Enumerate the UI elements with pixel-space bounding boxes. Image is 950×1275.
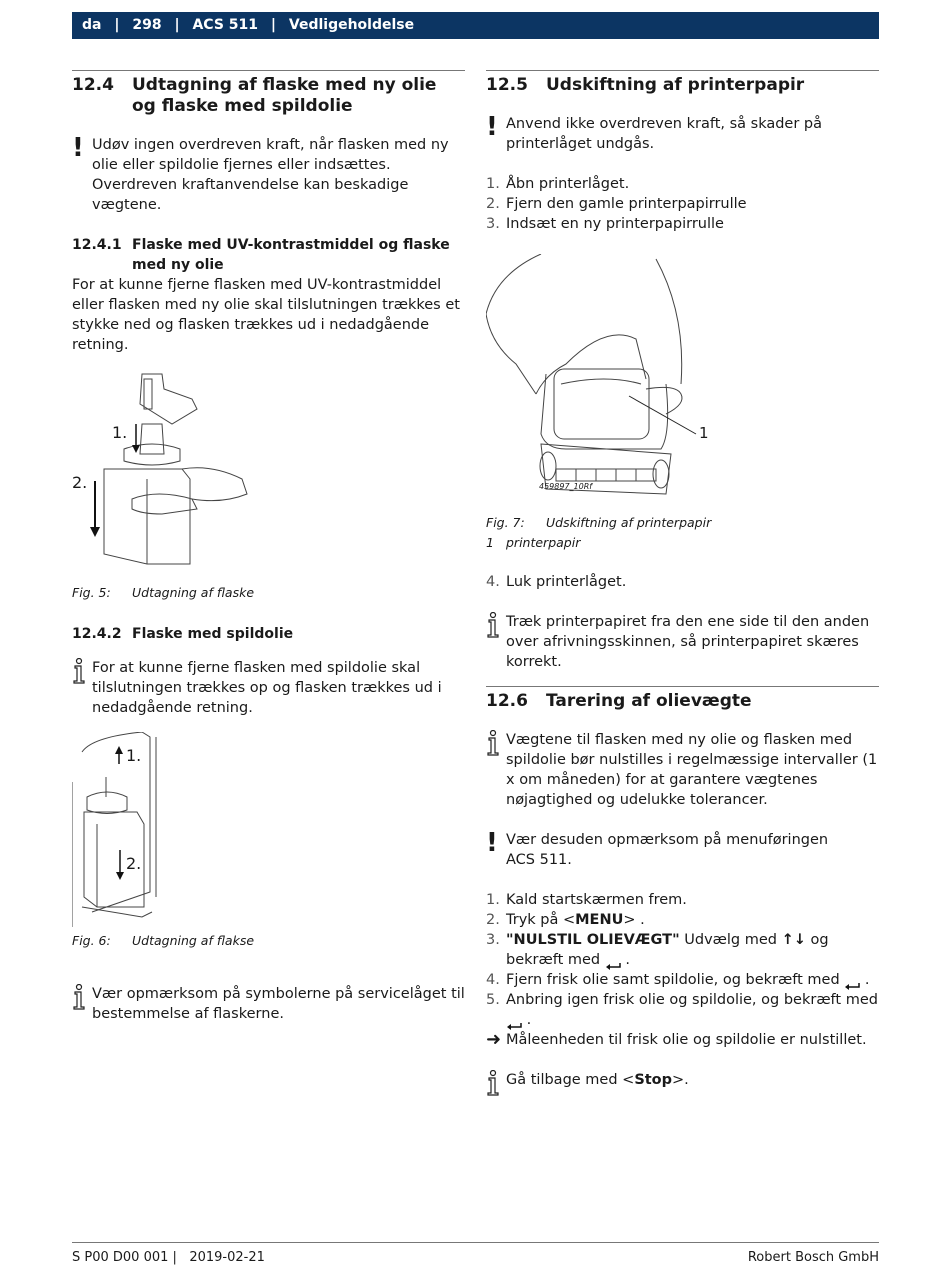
fig6-step-2: 2. (126, 854, 142, 873)
header-section: Vedligeholdelse (288, 17, 415, 33)
figure-legend: 1 printerpapir (486, 535, 581, 550)
figure-6 (72, 732, 465, 932)
list-item: 5. Anbring igen frisk olie og spildolie, og bekræft med . (486, 992, 878, 1028)
list-item: 2. Tryk på <MENU> . (486, 912, 645, 928)
figure-caption: Fig. 7: Udskiftning af printerpapir (486, 515, 712, 530)
list-item: 1. Åbn printerlåget. (486, 176, 630, 192)
fig5-step-2: 2. (72, 473, 88, 492)
bottle-removal-illustration (72, 369, 272, 579)
warning-icon: ! (486, 828, 498, 858)
enter-icon (506, 1016, 522, 1024)
figure-caption: Fig. 5: Udtagning af flaske (72, 585, 255, 600)
section-title: 12.5 Udskiftning af printerpapir (486, 75, 805, 95)
info-note: Gå tilbage med <Stop>. (486, 1070, 879, 1100)
fig5-step-1: 1. (112, 423, 128, 442)
steps-list (486, 174, 879, 234)
header-lang: da (82, 17, 102, 33)
header-product: ACS 511 (192, 17, 259, 33)
up-down-arrow-icon: ↑↓ (781, 932, 806, 948)
warning-icon: ! (486, 112, 498, 142)
printer-paper-illustration (486, 254, 726, 504)
fig7-code: 459897_10Rf (539, 482, 593, 491)
right-column (486, 70, 879, 1100)
figure-caption: Fig. 6: Udtagning af flakse (72, 933, 255, 948)
steps-list (486, 890, 879, 1030)
steps-list (486, 572, 879, 592)
footer-doc: S P00 D00 001 (72, 1250, 169, 1265)
enter-icon (844, 976, 860, 984)
header-page: 298 (132, 17, 162, 33)
result-line: ➜ Måleenheden til frisk olie og spildolie er nulstillet. (486, 1029, 867, 1050)
info-note: Vægtene til flasken med ny olie og flasken med spildolie bør nulstilles i regelmæssige intervaller (1 x om måneden) for at garantere vægtenes nøjagtighed og udelukke tolerancer. (486, 730, 879, 810)
result-arrow-icon: ➜ (486, 1029, 502, 1050)
warning-note: ! Udøv ingen overdreven kraft, når flasken med ny olie eller spildolie fjernes eller indsættes. Overdreven kraftanvendelse kan beskadige vægtene. (72, 133, 449, 213)
warning-note: ! Anvend ikke overdreven kraft, så skader på printerlåget undgås. (486, 112, 823, 152)
warning-icon: ! (72, 133, 84, 163)
list-item: 1. Kald startskærmen frem. (486, 892, 687, 908)
page-footer: S P00 D00 001 | 2019-02-21 Robert Bosch GmbH (72, 1242, 879, 1273)
list-item: 3. Indsæt en ny printerpapirrulle (486, 216, 724, 232)
list-item: 3. "NULSTIL OLIEVÆGT" Udvælg med ↑↓ og bekræft med . (486, 932, 829, 968)
page-header: da | 298 | ACS 511 | Vedligeholdelse (72, 12, 879, 39)
figure-5 (72, 369, 465, 584)
info-note: Træk printerpapiret fra den ene side til den anden over afrivningsskinnen, så printerpapiret skæres korrekt. (486, 612, 879, 672)
warning-note: ! Vær desuden opmærksom på menuføringen ACS 511. (486, 828, 829, 868)
list-item: 4. Luk printerlåget. (486, 574, 627, 590)
info-icon (486, 612, 506, 642)
section-12-5 (486, 70, 879, 96)
list-item: 2. Fjern den gamle printerpapirrulle (486, 196, 747, 212)
section-12-4 (72, 70, 465, 117)
section-title: 12.4 Udtagning af flaske med ny olie og flaske med spildolie (72, 75, 437, 116)
left-column (72, 70, 465, 1024)
enter-icon (605, 956, 621, 964)
info-note: For at kunne fjerne flasken med spildolie skal tilslutningen trækkes op og flasken trækkes ud i nedadgående retning. (72, 658, 465, 718)
subsection-title: 12.4.2 Flaske med spildolie (72, 626, 294, 642)
subsection-title: 12.4.1 Flaske med UV-kontrastmiddel og flaske med ny olie (72, 237, 450, 273)
list-item: 4. Fjern frisk olie samt spildolie, og bekræft med . (486, 972, 870, 988)
figure-7 (486, 254, 879, 504)
info-note: Vær opmærksom på symbolerne på servicelåget til bestemmelse af flaskerne. (72, 984, 465, 1024)
info-icon (486, 1070, 506, 1100)
section-12-6 (486, 686, 879, 712)
fig6-step-1: 1. (126, 746, 142, 765)
info-icon (72, 984, 92, 1014)
body-text: For at kunne fjerne flasken med UV-kontrastmiddel eller flasken med ny olie skal tilslutningen trækkes et stykke ned og flasken trækkes ud i nedadgående retning. (72, 277, 460, 353)
info-icon (72, 658, 92, 688)
footer-date: 2019-02-21 (189, 1250, 265, 1265)
info-icon (486, 730, 506, 760)
section-title: 12.6 Tarering af olievægte (486, 691, 752, 711)
footer-company: Robert Bosch GmbH (747, 1250, 879, 1265)
fig7-callout: 1 (699, 424, 709, 442)
waste-oil-bottle-illustration (72, 732, 172, 932)
